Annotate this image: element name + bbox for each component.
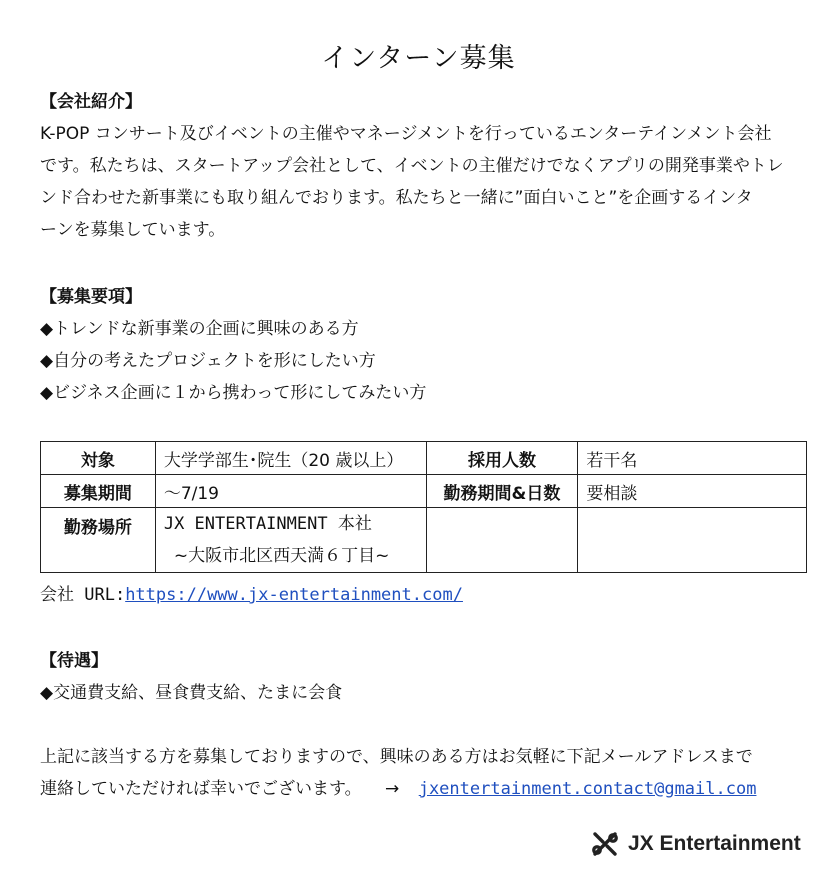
requirement-item: ◆ビジネス企画に１から携わって形にしてみたい方 [40, 383, 427, 403]
company-logo [590, 829, 801, 859]
company-intro-line: ーンを募集しています。 [40, 220, 226, 240]
target-label: 対象 [41, 442, 156, 475]
contact-email-link[interactable]: jxentertainment.contact@gmail.com [418, 779, 757, 799]
company-intro-line: ンド合わせた新事業にも取り組んでおります。私たちと一緒に”面白いこと”を企画するインタ [40, 188, 753, 208]
arrow-icon: → [385, 779, 400, 799]
requirement-item: ◆自分の考えたプロジェクトを形にしたい方 [40, 351, 376, 371]
location-value-line: JX ENTERTAINMENT 本社 [163, 514, 372, 534]
location-value [155, 508, 426, 573]
period-label: 募集期間 [41, 475, 156, 508]
requirements-heading: 【募集要項】 [40, 287, 142, 307]
empty-cell [578, 508, 807, 573]
logo-text: JX Entertainment [628, 832, 801, 855]
table-row [41, 508, 807, 573]
hires-label: 採用人数 [426, 442, 578, 475]
benefits-heading: 【待遇】 [40, 651, 108, 671]
company-url-link[interactable]: https://www.jx-entertainment.com/ [125, 585, 463, 605]
recruitment-info-table [40, 441, 807, 573]
table-row [41, 475, 807, 508]
duration-value: 要相談 [578, 475, 807, 508]
closing-line-2 [40, 773, 756, 805]
page-title: インターン募集 [321, 43, 516, 74]
target-value: 大学学部生･院生（20 歳以上） [155, 442, 426, 475]
jx-logo-icon [590, 829, 620, 859]
location-value-line: ~大阪市北区西天満６丁目~ [173, 546, 390, 566]
company-url-line [40, 579, 463, 611]
location-label: 勤務場所 [41, 508, 156, 573]
requirement-item: ◆トレンドな新事業の企画に興味のある方 [40, 319, 359, 339]
company-intro-line: K-POP コンサート及びイベントの主催やマネージメントを行っているエンターテインメント会社 [40, 124, 772, 144]
closing-text: 連絡していただければ幸いでございます。 [40, 779, 362, 799]
empty-cell [426, 508, 578, 573]
company-url-label: 会社 URL: [40, 585, 126, 605]
company-intro-heading: 【会社紹介】 [40, 92, 142, 112]
period-value: ～7/19 [155, 475, 426, 508]
hires-value: 若干名 [578, 442, 807, 475]
duration-label: 勤務期間&日数 [426, 475, 578, 508]
closing-line: 上記に該当する方を募集しておりますので、興味のある方はお気軽に下記メールアドレスまで [40, 747, 753, 767]
table-row [41, 442, 807, 475]
company-intro-line: です。私たちは、スタートアップ会社として、イベントの主催だけでなくアプリの開発事業やトレ [40, 156, 784, 176]
benefits-item: ◆交通費支給、昼食費支給、たまに会食 [40, 683, 343, 703]
